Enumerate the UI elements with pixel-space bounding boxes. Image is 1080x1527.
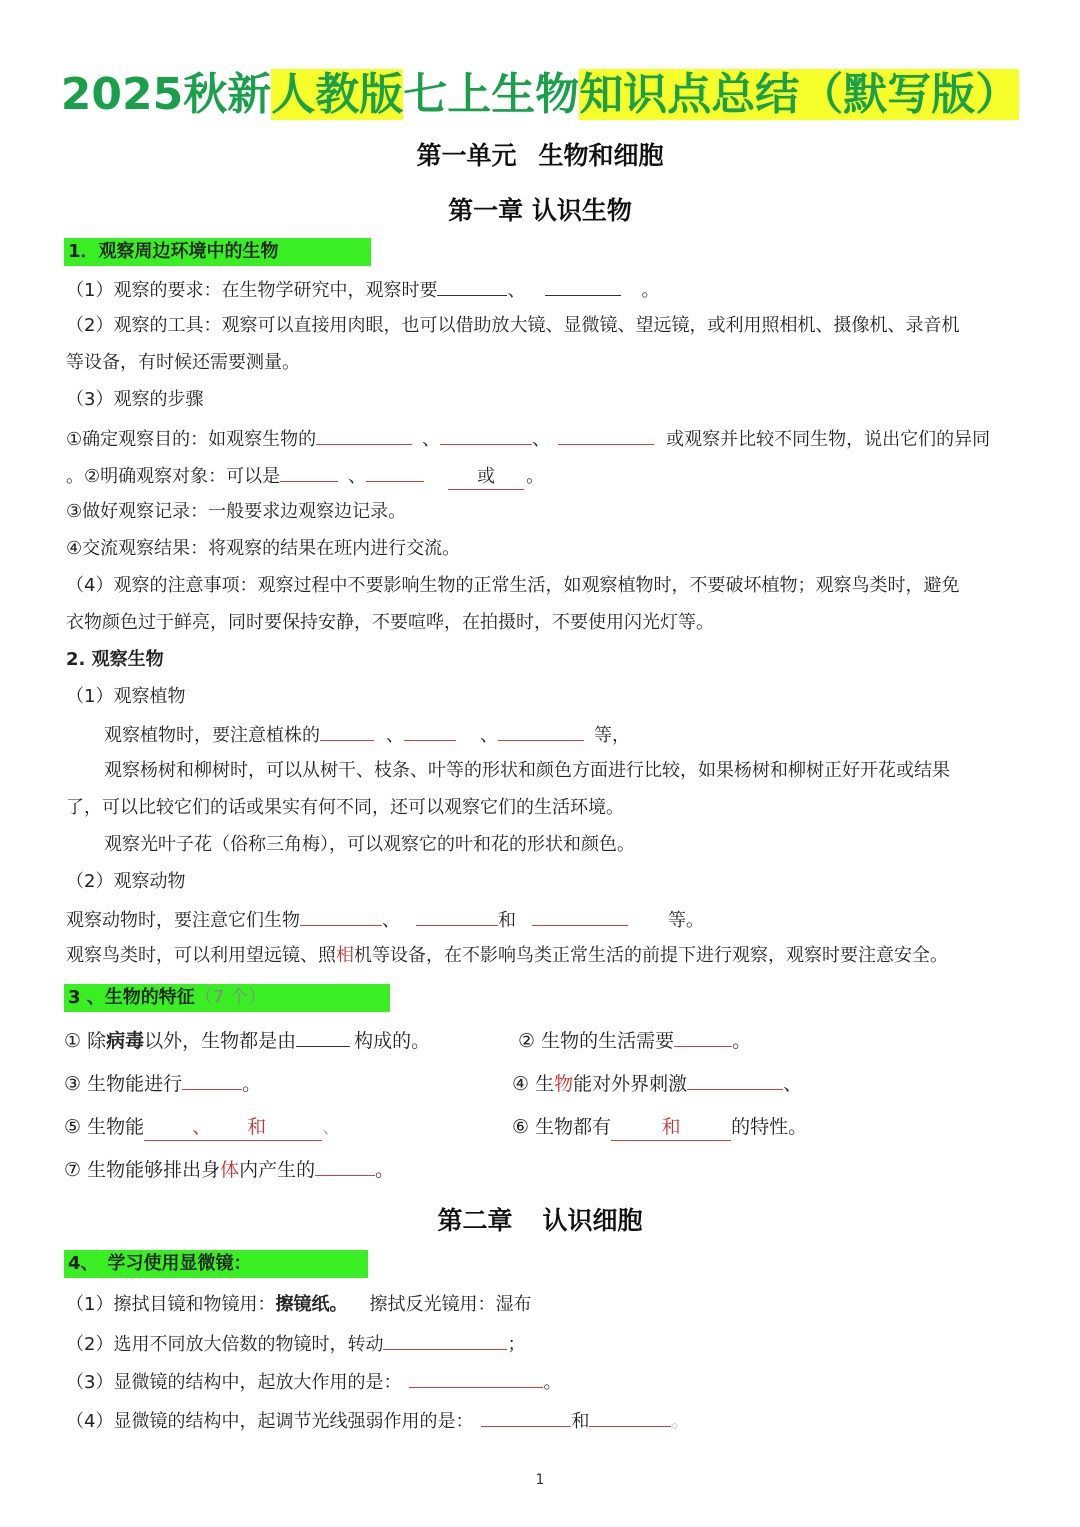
page-title: 2025秋新人教版七上生物知识点总结（默写版）: [60, 69, 1020, 120]
sec2-line8: 观察鸟类时，可以利用望远镜、照相机等设备，在不影响鸟类正常生活的前提下进行观察，观察时要注意安全。: [66, 945, 948, 966]
section3-heading: 3 、生物的特征（7 个）: [64, 984, 390, 1012]
trait-5: ⑤ 生物能 、 和 、: [64, 1114, 341, 1141]
sec1-line2: （2）观察的工具：观察可以直接用肉眼，也可以借助放大镜、显微镜、望远镜，或利用照相机、摄像机、录音机: [66, 315, 960, 336]
trait-4: ④ 生物能对外界刺激 、: [512, 1073, 803, 1095]
trait-7: ⑦ 生物能够排出身体内产生的 。: [64, 1159, 395, 1181]
sec4-line2: （2）选用不同放大倍数的物镜时，转动 ；: [66, 1331, 525, 1357]
chapter1-heading: 第一章 认识生物: [448, 196, 632, 225]
sec2-line1: （1）观察植物: [66, 686, 186, 707]
sec2-line4: 了，可以比较它们的话或果实有何不同，还可以观察它们的生活环境。: [66, 797, 624, 818]
trait-6: ⑥ 生物都有 和 的特性。: [512, 1114, 807, 1141]
sec1-line8: ④交流观察结果：将观察的结果在班内进行交流。: [66, 538, 461, 559]
chapter2-heading: 第二章 认识细胞: [437, 1206, 643, 1235]
page-number: 1: [535, 1472, 545, 1488]
sec1-line5: ①确定观察目的：如观察生物的 、 、 或观察并比较不同生物，说出它们的异同: [66, 426, 990, 452]
trait-3: ③ 生物能进行 。: [64, 1073, 262, 1095]
sec1-line10: 衣物颜色过于鲜亮，同时要保持安静，不要喧哗，在拍摄时，不要使用闪光灯等。: [66, 612, 714, 633]
section2-heading: 2. 观察生物: [66, 649, 164, 670]
sec2-line7: 观察动物时，要注意它们生物 、 和 等。: [66, 907, 704, 933]
sec1-line7: ③做好观察记录：一般要求边观察边记录。: [66, 501, 407, 522]
sec4-line1: （1）擦拭目镜和物镜用：擦镜纸。 擦拭反光镜用：湿布: [66, 1294, 532, 1315]
section1-heading: 1．观察周边环境中的生物: [64, 238, 371, 266]
sec1-line4: （3）观察的步骤: [66, 389, 204, 410]
unit-heading: 第一单元 生物和细胞: [416, 141, 664, 170]
sec2-line2: 观察植物时，要注意植株的 、 、 等，: [104, 722, 630, 748]
sec1-line9: （4）观察的注意事项：观察过程中不要影响生物的正常生活，如观察植物时，不要破坏植物；观察鸟类时，避免: [66, 575, 960, 596]
trait-2: ② 生物的生活需要 。: [518, 1030, 752, 1052]
trait-1: ① 除病毒以外，生物都是由 构成的。: [64, 1030, 431, 1052]
sec1-line3: 等设备，有时候还需要测量。: [66, 352, 300, 373]
sec1-line6: 。②明确观察对象：可以是 、 或 。: [66, 463, 544, 490]
sec4-line4: （4）显微镜的结构中，起调节光线强弱作用的是： 和 。: [66, 1408, 689, 1434]
sec2-line6: （2）观察动物: [66, 871, 186, 892]
sec1-line1: （1）观察的要求：在生物学研究中，观察时要 、 。: [66, 277, 659, 303]
section4-heading: 4、 学习使用显微镜：: [64, 1250, 368, 1278]
sec4-line3: （3）显微镜的结构中，起放大作用的是： 。: [66, 1369, 561, 1395]
sec2-line5: 观察光叶子花（俗称三角梅），可以观察它的叶和花的形状和颜色。: [104, 834, 635, 855]
sec2-line3: 观察杨树和柳树时，可以从树干、枝条、叶等的形状和颜色方面进行比较，如果杨树和柳树正好开花或结果: [104, 760, 950, 781]
